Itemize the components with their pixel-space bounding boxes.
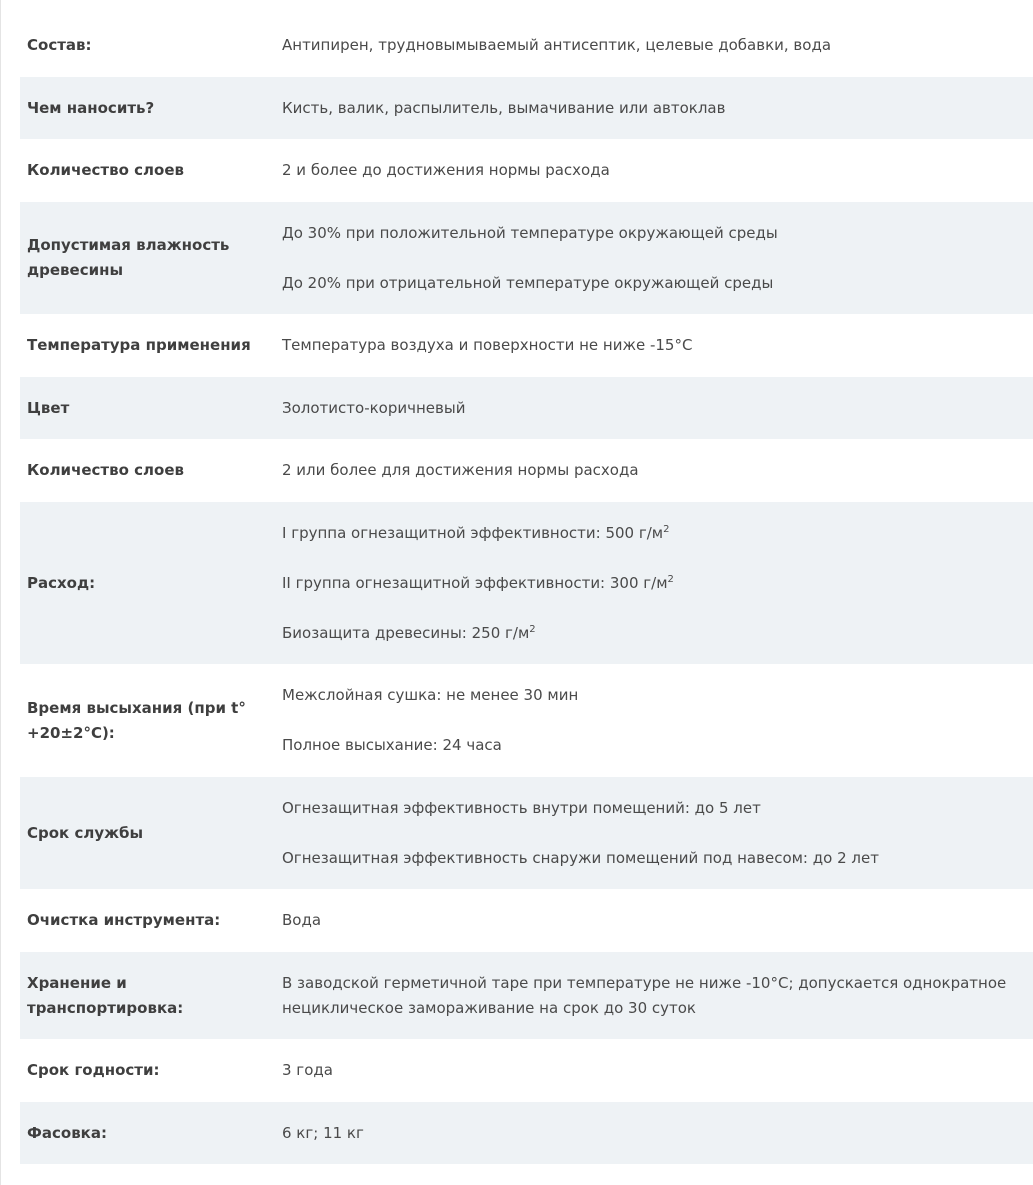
spec-value [276, 77, 1033, 139]
spec-label: Время высыхания (при t° +20±2°С): [27, 698, 246, 742]
spec-value-line: Антипирен, трудновымываемый антисептик, целевые добавки, вода [282, 36, 832, 54]
spec-label: Хранение и транспортировка: [27, 974, 184, 1017]
spec-label: Фасовка: [27, 1124, 107, 1142]
spec-label: Очистка инструмента: [27, 911, 221, 929]
spec-value [276, 664, 1033, 777]
spec-value-line: 3 года [282, 1061, 333, 1079]
page-left-border [0, 0, 1, 1185]
spec-label: Состав: [27, 36, 92, 54]
spec-row [20, 439, 1033, 502]
spec-row [20, 14, 1033, 77]
spec-value-line: Полное высыхание: 24 часа [282, 736, 502, 754]
spec-label: Количество слоев [27, 161, 184, 179]
superscript: 2 [529, 624, 536, 635]
spec-row [20, 1039, 1033, 1102]
spec-row [20, 1102, 1033, 1164]
spec-value [276, 377, 1033, 439]
spec-label: Количество слоев [27, 461, 184, 479]
spec-row [20, 952, 1033, 1039]
spec-value-line [282, 521, 1013, 546]
spec-value-line: 6 кг; 11 кг [282, 1124, 364, 1142]
spec-value [276, 777, 1033, 889]
spec-value [276, 439, 1033, 502]
superscript: 2 [667, 574, 674, 585]
spec-value-line: Золотисто-коричневый [282, 399, 466, 417]
spec-label: Срок годности: [27, 1061, 160, 1079]
spec-value-line [282, 571, 1013, 596]
spec-value-line: Огнезащитная эффективность снаружи помещений под навесом: до 2 лет [282, 849, 879, 867]
spec-value-text: II группа огнезащитной эффективности: 300 г/м [282, 574, 668, 592]
spec-value-line [282, 621, 1013, 646]
spec-value-line: 2 или более для достижения нормы расхода [282, 461, 639, 479]
spec-value [276, 314, 1033, 377]
spec-value-line: Кисть, валик, распылитель, вымачивание или автоклав [282, 99, 726, 117]
spec-value-text: I группа огнезащитной эффективности: 500 г/м [282, 524, 664, 542]
spec-value-line: В заводской герметичной таре при температуре не ниже -10°С; допускается однократное нециклическое замораживание на срок до 30 суток [282, 974, 1007, 1017]
spec-label: Допустимая влажность древесины [27, 236, 230, 279]
spec-label: Температура применения [27, 336, 251, 354]
spec-value-line: 2 и более до достижения нормы расхода [282, 161, 610, 179]
spec-value [276, 502, 1033, 664]
spec-value-line: Межслойная сушка: не менее 30 мин [282, 686, 579, 704]
spec-label: Чем наносить? [27, 99, 155, 117]
spec-value [276, 139, 1033, 202]
spec-row [20, 502, 1033, 664]
spec-value [276, 952, 1033, 1039]
spec-value-line: До 30% при положительной температуре окружающей среды [282, 224, 778, 242]
superscript: 2 [663, 524, 670, 535]
spec-row [20, 889, 1033, 952]
spec-value-line: Вода [282, 911, 322, 929]
spec-table [20, 14, 1033, 1164]
spec-row [20, 77, 1033, 139]
spec-row [20, 314, 1033, 377]
spec-label: Цвет [27, 399, 70, 417]
spec-value-line: Огнезащитная эффективность внутри помещений: до 5 лет [282, 799, 761, 817]
spec-value [276, 889, 1033, 952]
spec-label: Срок службы [27, 823, 144, 842]
spec-row [20, 664, 1033, 777]
spec-row [20, 777, 1033, 889]
spec-row [20, 202, 1033, 314]
spec-value-line: До 20% при отрицательной температуре окружающей среды [282, 274, 774, 292]
spec-value [276, 1039, 1033, 1102]
spec-value [276, 1102, 1033, 1164]
spec-value [276, 202, 1033, 314]
spec-value-line: Температура воздуха и поверхности не ниже -15°С [282, 336, 693, 354]
spec-label: Расход: [27, 573, 96, 592]
spec-row [20, 377, 1033, 439]
spec-row [20, 139, 1033, 202]
spec-value-text: Биозащита древесины: 250 г/м [282, 624, 530, 642]
spec-value [276, 14, 1033, 77]
